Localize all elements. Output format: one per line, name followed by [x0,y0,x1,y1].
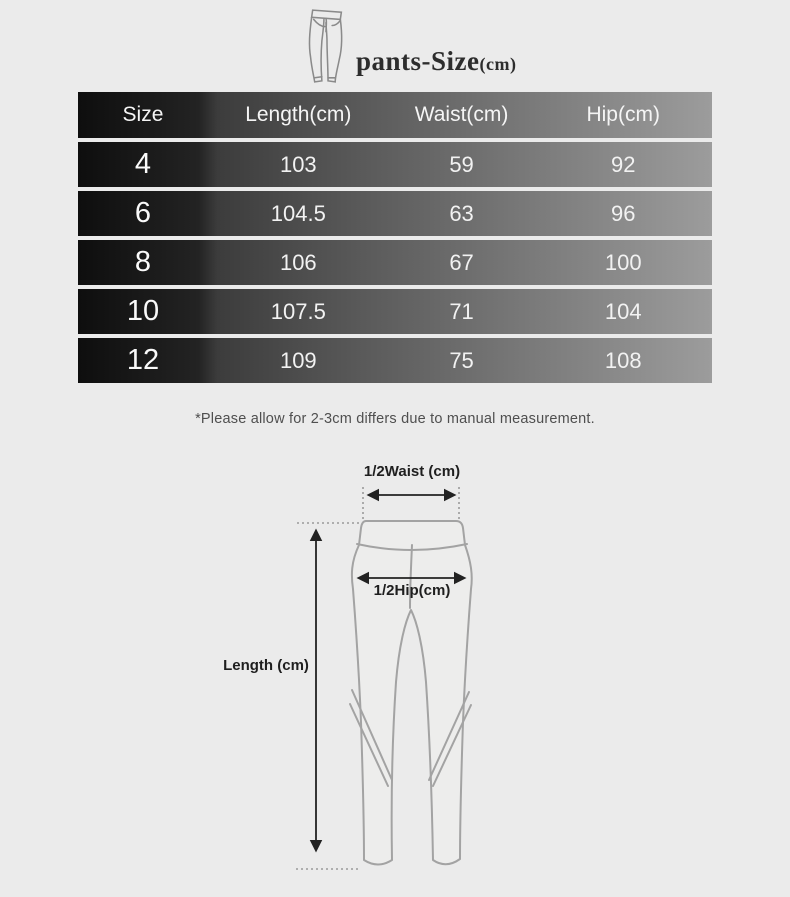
cell-length: 107.5 [270,298,326,324]
cell-size: 10 [126,295,160,327]
cell-length: 106 [279,249,317,275]
page-title [356,46,517,77]
cell-size: 4 [134,148,152,180]
table-row [78,240,712,285]
table-row [78,191,712,236]
cell-length: 104.5 [270,200,326,226]
column-header-waist: Waist(cm) [414,103,509,126]
length-measure-label: Length (cm) [223,657,309,674]
cell-length: 109 [279,347,317,373]
cell-hip: 108 [604,347,642,373]
pants-sketch-icon [298,4,356,86]
column-header-length: Length(cm) [245,103,352,126]
cell-length: 103 [279,151,317,177]
waist-measure-label: 1/2Waist (cm) [363,463,461,480]
cell-hip: 92 [610,151,636,177]
cell-waist: 71 [449,298,474,324]
icon-pocket-right [332,20,340,25]
hip-measure-label: 1/2Hip(cm) [373,582,451,599]
cell-waist: 59 [449,151,474,177]
icon-right-leg [326,19,342,82]
cell-hip: 104 [604,298,642,324]
cell-size: 6 [134,197,152,229]
page-title-main: pants-Size [356,46,480,76]
cell-waist: 67 [449,249,474,275]
table-row [78,289,712,334]
column-header-size: Size [122,103,164,126]
page-title-unit: (cm) [479,54,517,74]
cell-hip: 96 [610,200,636,226]
measurement-note: *Please allow for 2-3cm differs due to manual measurement. [195,411,595,427]
cell-size: 8 [134,246,152,278]
cell-size: 12 [126,344,160,376]
cell-waist: 63 [449,200,474,226]
cell-waist: 75 [449,347,474,373]
icon-hem-left [315,77,322,78]
table-row [78,142,712,187]
table-row [78,338,712,383]
icon-left-leg [309,17,323,82]
table-header-row [78,92,712,138]
size-table [78,92,712,383]
cell-hip: 100 [604,249,642,275]
column-header-hip: Hip(cm) [586,103,660,126]
pants-outline-diagram [340,512,480,880]
